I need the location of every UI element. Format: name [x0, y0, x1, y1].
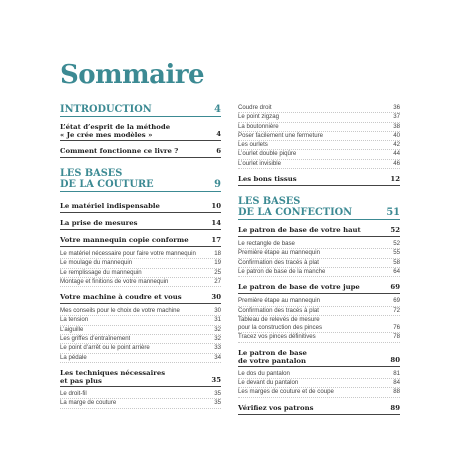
toc-page-number: 30 — [214, 307, 221, 315]
toc-page-number: 69 — [393, 297, 400, 305]
toc-page-number: 34 — [214, 353, 221, 361]
toc-page-number: 52 — [393, 240, 400, 248]
toc-subentry[interactable] — [238, 113, 400, 122]
toc-page-number: 14 — [211, 219, 221, 227]
toc-page-number: 35 — [211, 375, 221, 384]
toc-page-number: 78 — [393, 333, 400, 341]
toc-subentry-label: Mes conseils pour le choix de votre machine — [60, 307, 180, 315]
toc-subentry[interactable] — [60, 259, 221, 268]
toc-subentry-label: La tension — [60, 316, 89, 324]
toc-subentry-label: Première étape au mannequin — [238, 297, 320, 305]
toc-entry-label: La prise de mesures — [60, 219, 138, 227]
toc-page-number: 35 — [214, 399, 221, 407]
toc-subentry[interactable] — [60, 335, 221, 344]
toc-subentry-label: Le droit-fil — [60, 389, 87, 397]
toc-subentry[interactable] — [60, 354, 221, 363]
toc-entry[interactable] — [60, 123, 221, 141]
toc-subentry-label: La marge de couture — [60, 399, 117, 407]
toc-page-number: 6 — [216, 147, 221, 155]
toc-page-number: 55 — [393, 249, 400, 257]
toc-subentry-label: La pédale — [60, 353, 87, 361]
toc-page-number: 4 — [216, 130, 221, 138]
toc-subentry-label: Le remplissage du mannequin — [60, 268, 142, 276]
toc-subentry-label: pour la construction des pinces — [238, 324, 323, 332]
toc-entry[interactable] — [60, 147, 221, 158]
toc-page-number: 80 — [390, 355, 400, 364]
toc-entry-label: Vérifiez vos patrons — [238, 403, 314, 412]
toc-entry[interactable] — [238, 283, 400, 294]
page-title: Sommaire — [60, 60, 205, 90]
toc-page-number: 27 — [214, 277, 221, 285]
toc-subentry[interactable] — [238, 268, 400, 277]
toc-entry-label: L’état d’esprit de la méthode « Je crée mes modèles » — [60, 123, 171, 139]
toc-subentry[interactable] — [238, 297, 400, 306]
toc-page-number: 76 — [393, 324, 400, 332]
toc-subentry[interactable] — [238, 160, 400, 169]
toc-subentry-label: Confirmation des tracés à plat — [238, 258, 319, 266]
toc-page-number: 18 — [214, 250, 221, 257]
toc-entry[interactable] — [238, 175, 400, 186]
toc-subentry-label: Confirmation des tracés à plat — [238, 306, 319, 314]
toc-page-number: 72 — [393, 306, 400, 314]
toc-subentry-label: L’aiguille — [60, 325, 84, 333]
toc-subentry-label: Le point zigzag — [238, 113, 279, 121]
toc-page-number: 33 — [214, 344, 221, 352]
toc-entry-label: Le patron de base de votre jupe — [238, 283, 360, 292]
toc-subentry-label: Montage et finitions de votre mannequin — [60, 277, 169, 285]
toc-entry-label: Votre mannequin copie conforme — [60, 236, 189, 244]
toc-entry-label: Comment fonctionne ce livre ? — [60, 147, 179, 155]
toc-subentry[interactable] — [238, 141, 400, 150]
toc-page-number: 52 — [390, 226, 400, 235]
toc-subentry[interactable] — [238, 104, 400, 113]
toc-subentry-label: La boutonnière — [238, 122, 279, 130]
toc-page-number: 37 — [393, 113, 400, 121]
toc-subentry[interactable] — [60, 307, 221, 316]
toc-subentry[interactable] — [60, 344, 221, 353]
toc-entry-label: Le patron de base de votre haut — [238, 226, 361, 235]
toc-entry[interactable] — [60, 369, 221, 387]
toc-subentry[interactable] — [238, 307, 400, 316]
toc-subentry-label: Le patron de base de la manche — [238, 267, 326, 275]
toc-page-number: 30 — [211, 293, 221, 302]
toc-subentry[interactable] — [238, 150, 400, 159]
toc-subentry-label: Coudre droit — [238, 104, 272, 111]
toc-page-number: 89 — [390, 403, 400, 412]
toc-page-number: 32 — [214, 335, 221, 343]
toc-subentry-label: L’ourlet invisible — [238, 159, 282, 167]
toc-subentry[interactable] — [238, 132, 400, 141]
toc-entry-label: Votre machine à coudre et vous — [60, 293, 182, 302]
toc-subentry-label: L’ourlet double piqûre — [238, 150, 297, 158]
toc-subentry-label: Le point d’arrêt ou le point arrière — [60, 344, 150, 352]
toc-subentry-label: Tableau de relevés de mesure — [238, 315, 320, 323]
toc-page-number: 35 — [214, 389, 221, 397]
toc-page-number: 36 — [393, 104, 400, 111]
toc-subentry-label: Le rectangle de base — [238, 240, 295, 248]
toc-subentry[interactable] — [238, 240, 400, 249]
toc-page-number: 32 — [214, 325, 221, 333]
toc-subentry[interactable] — [238, 370, 400, 379]
toc-subentry[interactable] — [60, 399, 221, 408]
toc-page-number: 58 — [393, 258, 400, 266]
toc-entry-label: Le patron de base de votre pantalon — [238, 348, 307, 365]
toc-subentry[interactable] — [238, 333, 400, 342]
toc-entry[interactable] — [60, 219, 221, 230]
toc-left-column — [60, 104, 221, 409]
toc-page-number: 46 — [393, 159, 400, 167]
toc-subentry-label: Les ourlets — [238, 141, 268, 149]
toc-subentry-label: Le moulage du mannequin — [60, 259, 133, 267]
toc-section-label: INTRODUCTION — [60, 104, 152, 115]
toc-subentry-label: Première étape au mannequin — [238, 249, 320, 257]
toc-page-number: 31 — [214, 316, 221, 324]
toc-subentry-label: Les griffes d’entraînement — [60, 335, 131, 343]
toc-entry-label: Les bons tissus — [238, 175, 297, 184]
toc-subentry-label: Le matériel nécessaire pour faire votre mannequin — [60, 250, 196, 257]
toc-subentry-label: Le dos du pantalon — [238, 369, 290, 377]
toc-page-number: 38 — [393, 122, 400, 130]
toc-page-number: 19 — [214, 259, 221, 267]
toc-subentry[interactable] — [60, 326, 221, 335]
toc-page-number: 42 — [393, 141, 400, 149]
toc-subentry[interactable] — [60, 278, 221, 287]
toc-right-column — [238, 104, 400, 415]
toc-entry[interactable] — [238, 226, 400, 237]
toc-page-number: 44 — [393, 150, 400, 158]
toc-subentry-label: Le devant du pantalon — [238, 379, 299, 387]
toc-subentry-label: Poser facilement une fermeture — [238, 131, 324, 139]
toc-subentry[interactable] — [238, 123, 400, 132]
toc-subentry[interactable] — [238, 316, 400, 324]
toc-section-bases-couture[interactable] — [60, 168, 221, 192]
toc-page-number: 25 — [214, 268, 221, 276]
toc-subentry[interactable] — [238, 388, 400, 397]
toc-page-number: 88 — [393, 388, 400, 396]
toc-section-introduction[interactable] — [60, 104, 221, 117]
toc-entry[interactable] — [60, 293, 221, 304]
toc-entry-label: Le matériel indispensable — [60, 202, 160, 210]
toc-page-number: 69 — [390, 283, 400, 292]
toc-page-number: 84 — [393, 379, 400, 387]
toc-page-number: 12 — [390, 175, 400, 184]
toc-section-label: LES BASES DE LA CONFECTION — [238, 196, 353, 219]
toc-section-bases-confection[interactable] — [238, 196, 400, 220]
toc-subentry[interactable] — [238, 259, 400, 268]
toc-entry[interactable] — [238, 349, 400, 367]
toc-subentry[interactable] — [60, 250, 221, 259]
toc-page-number: 40 — [393, 131, 400, 139]
toc-entry[interactable] — [60, 202, 221, 213]
toc-subentry[interactable] — [60, 269, 221, 278]
toc-subentry-label: Les marges de couture et de coupe — [238, 388, 334, 396]
toc-subentry[interactable] — [60, 390, 221, 399]
toc-page-number: 17 — [211, 236, 221, 244]
toc-entry-label: Les techniques nécessaires et pas plus — [60, 368, 166, 385]
toc-entry[interactable] — [238, 404, 400, 415]
toc-subentry-label: Tracez vos pinces définitives — [238, 333, 316, 341]
toc-page-number: 81 — [393, 369, 400, 377]
toc-page-number: 10 — [211, 202, 221, 210]
toc-page-number: 9 — [214, 179, 221, 190]
toc-section-label: LES BASES DE LA COUTURE — [60, 168, 154, 190]
toc-subentry[interactable] — [238, 249, 400, 258]
toc-page-number: 4 — [214, 104, 221, 115]
toc-subentry[interactable] — [238, 379, 400, 388]
toc-subentry[interactable] — [238, 324, 400, 333]
toc-page-number: 51 — [386, 207, 400, 219]
toc-page-number: 64 — [393, 267, 400, 275]
toc-subentry[interactable] — [60, 316, 221, 325]
toc-entry[interactable] — [60, 236, 221, 247]
